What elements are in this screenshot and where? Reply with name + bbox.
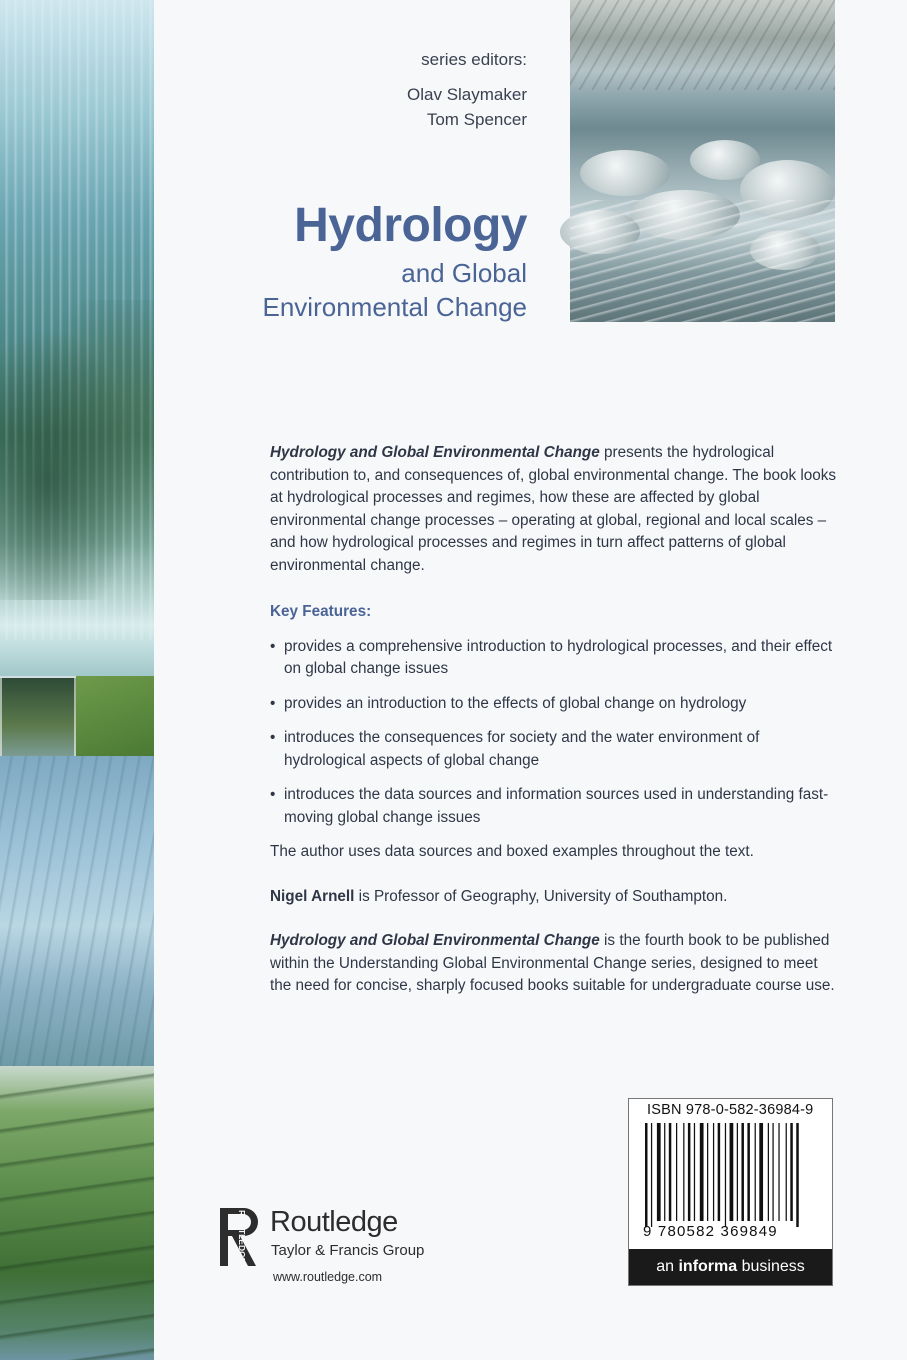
- barcode-bar: [796, 1123, 799, 1227]
- barcode-bar: [737, 1123, 738, 1221]
- barcode-bar: [768, 1123, 769, 1221]
- author-bio: Nigel Arnell is Professor of Geography, University of Southampton.: [270, 887, 728, 905]
- barcode-bar: [772, 1123, 773, 1221]
- book-title: [263, 196, 528, 324]
- barcode-digits: 9 780582 369849: [643, 1223, 778, 1240]
- title-sub-line2: Environmental Change: [262, 292, 527, 322]
- barcode-bar: [790, 1123, 793, 1221]
- book-title-inline: Hydrology and Global Environmental Change: [270, 932, 600, 949]
- list-item: • introduces the consequences for society and the water environment of hydrological aspects of global change: [270, 729, 760, 769]
- series-note: Hydrology and Global Environmental Change is the fourth book to be published within the Understanding Global Environmental Change series, designed to meet the need for concise, sharply focused books suitable for undergraduate course use.: [270, 932, 835, 994]
- title-sub-line1: and Global: [401, 258, 527, 288]
- editor-name: Olav Slaymaker: [407, 85, 527, 104]
- series-editors-label: series editors:: [421, 50, 527, 69]
- forest-texture: [0, 300, 154, 600]
- bullet-icon: •: [270, 786, 276, 803]
- water-flow-texture: [570, 200, 835, 322]
- svg-text:ROUTLEDGE: ROUTLEDGE: [237, 1210, 247, 1264]
- barcode-bar: [755, 1123, 756, 1221]
- barcode-bar: [759, 1123, 763, 1221]
- barcode-bar: [707, 1123, 708, 1221]
- isbn-label: ISBN 978-0-582-36984-9: [647, 1102, 814, 1118]
- barcode-bar: [725, 1123, 726, 1227]
- book-title-inline: Hydrology and Global Environmental Change: [270, 444, 600, 461]
- barcode-bar: [676, 1123, 677, 1221]
- river-photo: [570, 0, 835, 322]
- barcode-bar: [664, 1123, 665, 1221]
- rock: [580, 150, 670, 196]
- ripple-texture: [0, 756, 154, 1066]
- description-paragraph: [270, 442, 840, 577]
- publisher-group: Taylor & Francis Group: [271, 1242, 425, 1259]
- barcode-bar: [669, 1123, 672, 1221]
- description-text: presents the hydrological contribution to, and consequences of, global environmental change. The book looks at hydrological processes and regimes, how these are affected by global environmental change processes – operating at global, regional and local scales – and how hydrological processes and regimes in turn affect patterns of global environmental change.: [270, 444, 837, 574]
- grass-texture: [76, 676, 154, 756]
- barcode-bar: [657, 1123, 661, 1221]
- author-name: Nigel Arnell: [270, 887, 355, 905]
- publisher-name: Routledge: [270, 1206, 398, 1238]
- field-texture: [0, 1066, 154, 1360]
- barcode-bar: [747, 1123, 750, 1221]
- barcode-bar: [741, 1123, 744, 1221]
- list-item: • provides a comprehensive introduction to hydrological processes, and their effect on global change issues: [270, 637, 833, 677]
- barcode-bar: [683, 1123, 684, 1221]
- barcode-bar: [688, 1123, 691, 1221]
- informa-business-tagline: an informa business: [629, 1249, 832, 1285]
- barcode-bar: [718, 1123, 721, 1221]
- barcode-bar: [700, 1123, 704, 1221]
- back-cover-blurb: [270, 442, 840, 998]
- barcode-bar: [786, 1123, 787, 1221]
- key-features-list: [270, 636, 840, 830]
- barcode-bar: [651, 1123, 652, 1227]
- cover-photo-strip: [0, 0, 154, 1360]
- bullet-icon: •: [270, 694, 276, 712]
- publisher-url: www.routledge.com: [273, 1270, 383, 1284]
- list-item: • provides an introduction to the effects of global change on hydrology: [270, 693, 840, 716]
- barcode-bar: [730, 1123, 734, 1221]
- barcode-bar: [778, 1123, 779, 1221]
- editor-name: Tom Spencer: [426, 110, 527, 129]
- isbn-barcode: [628, 1098, 833, 1286]
- barcode-bar: [694, 1123, 695, 1221]
- publisher-block: [218, 1204, 478, 1294]
- bullet-icon: •: [270, 729, 276, 746]
- key-features-heading: Key Features:: [270, 603, 372, 620]
- branches-texture: [570, 0, 835, 90]
- barcode-bar: [713, 1123, 714, 1221]
- series-editors: [407, 50, 527, 132]
- author-note: The author uses data sources and boxed examples throughout the text.: [270, 843, 754, 860]
- barcode-bar: [645, 1123, 648, 1227]
- barcode-bars: [643, 1123, 818, 1227]
- title-main: Hydrology: [294, 199, 527, 252]
- routledge-vertical-wordmark: [228, 1208, 247, 1264]
- list-item: • introduces the data sources and information sources used in understanding fast-moving global change issues: [270, 786, 829, 826]
- bullet-icon: •: [270, 637, 276, 655]
